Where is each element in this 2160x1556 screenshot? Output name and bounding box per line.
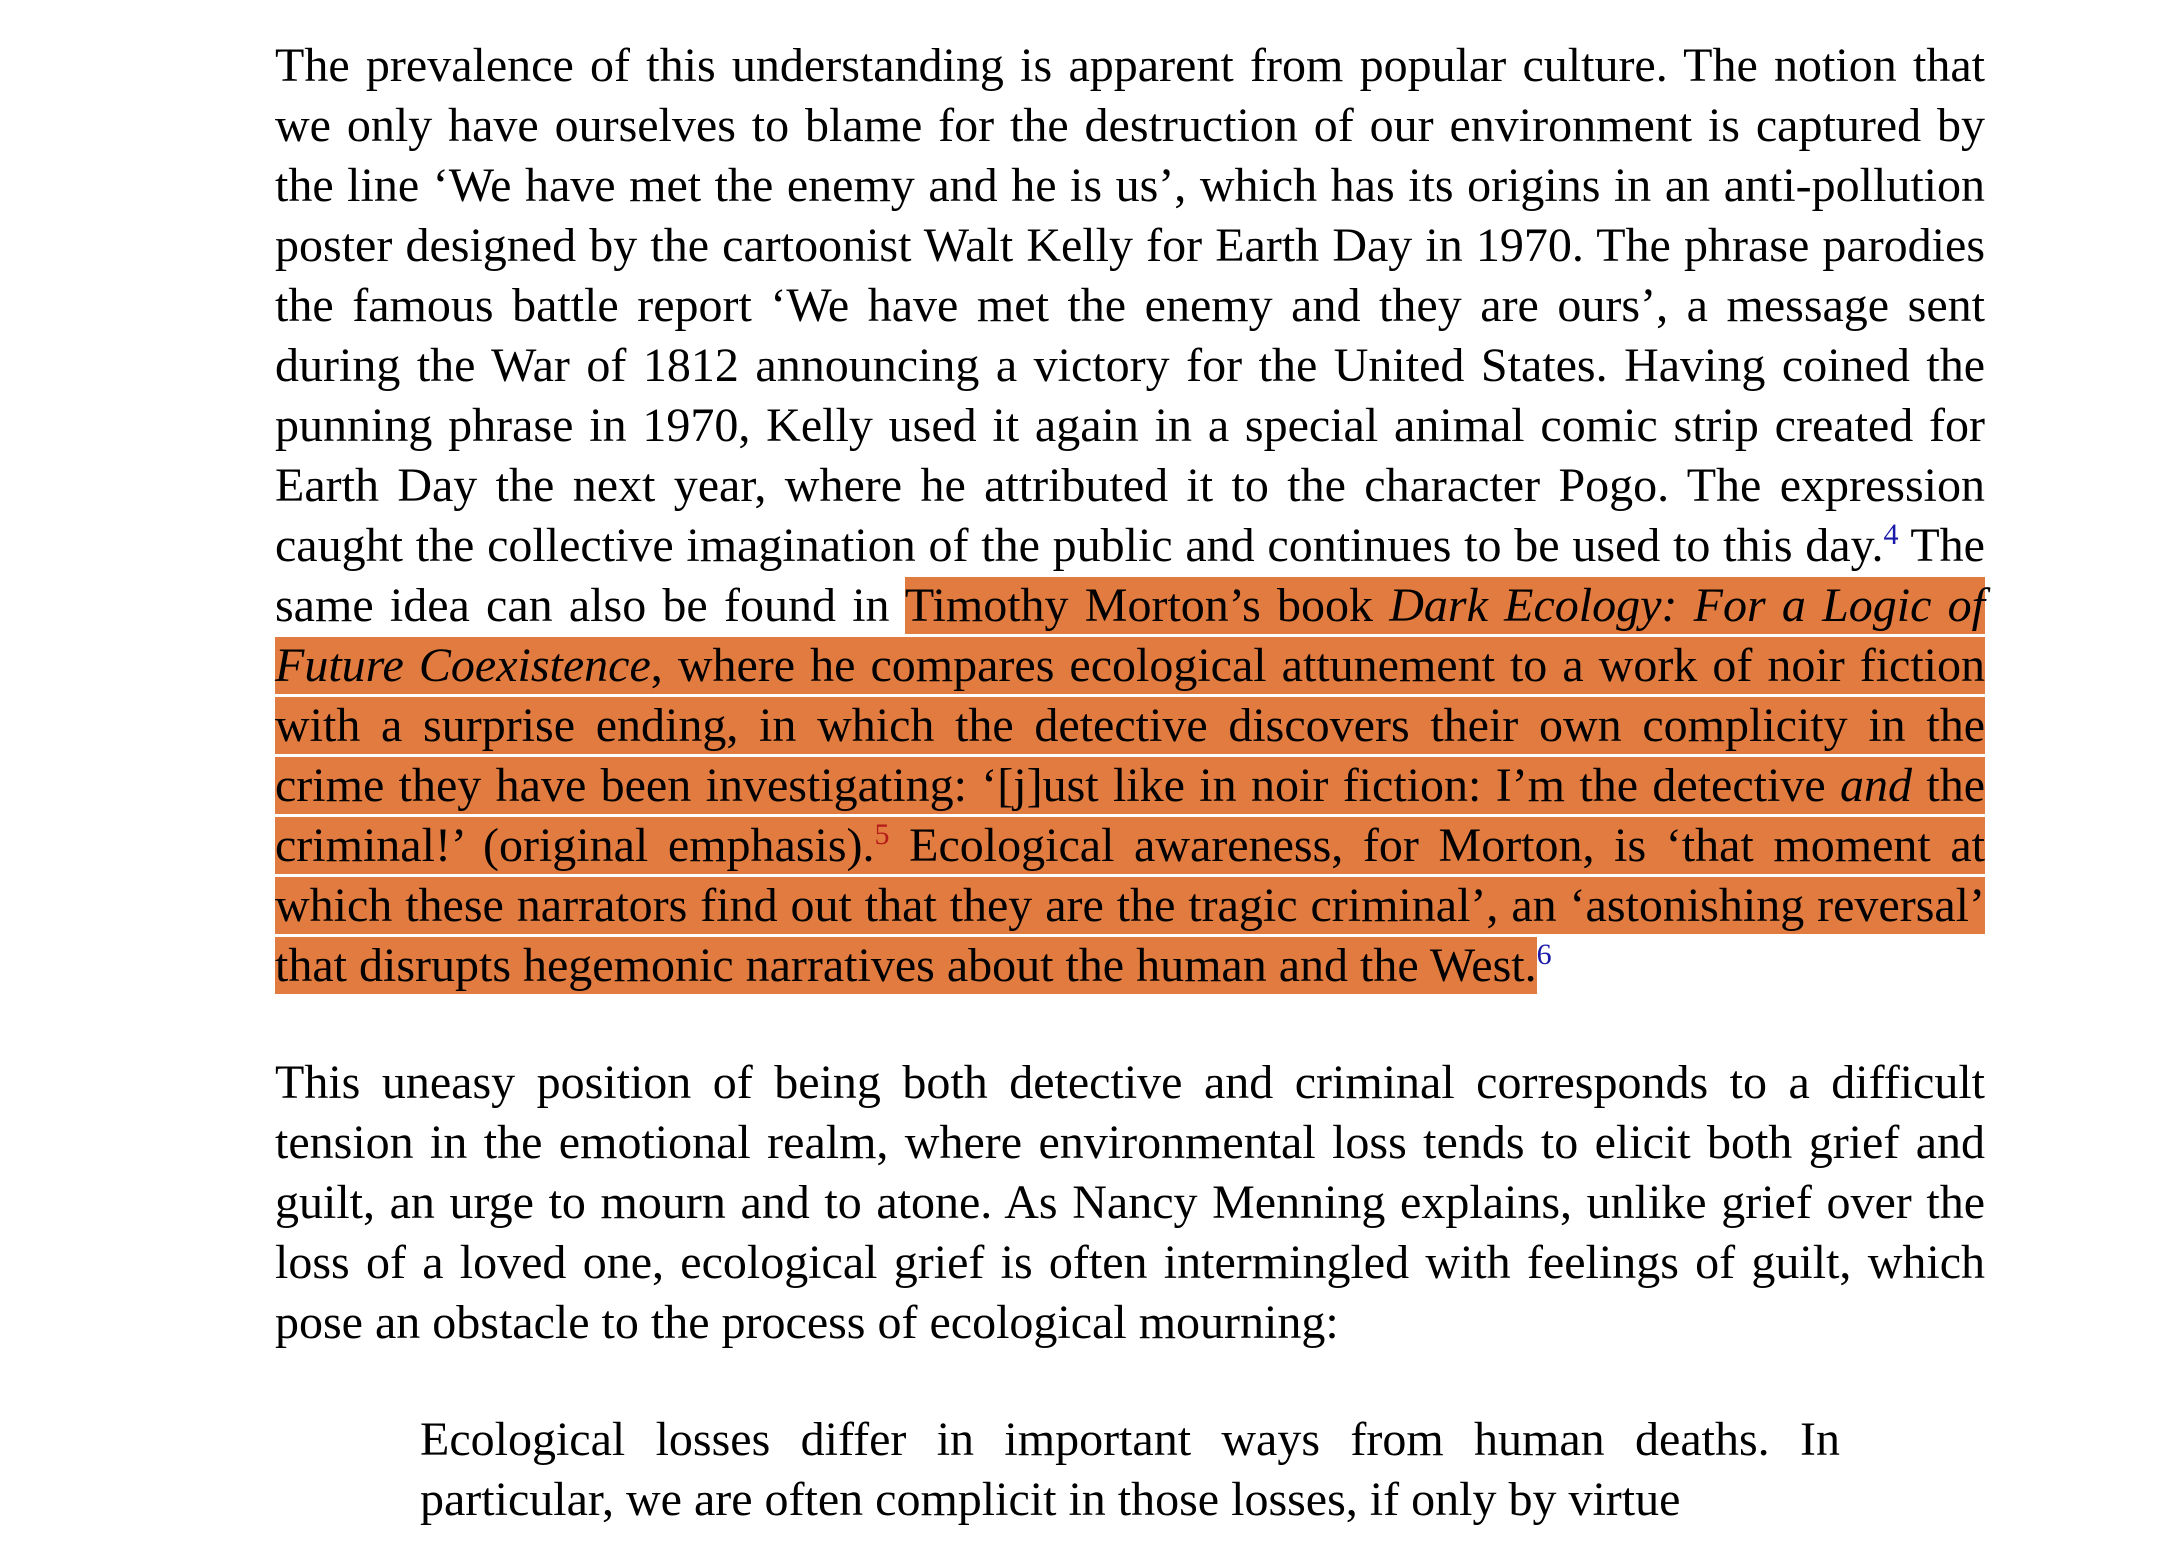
footnote-ref-4[interactable]: 4 [1883,518,1899,551]
highlighted-selection[interactable] [275,577,1985,994]
highlight-text-c: the criminal!’ (original emphasis). [275,759,1986,872]
emphasis-and: and [1840,759,1912,812]
document-page [275,36,1985,1530]
block-quote: Ecological losses differ in important ways from human deaths. In particular, we are often complicit in those losses, if only by virtue [420,1413,1840,1526]
footnote-ref-6[interactable]: 6 [1536,938,1552,971]
footnote-ref-5[interactable]: 5 [874,818,890,851]
highlight-text-a: Timothy Morton’s book [904,579,1390,632]
paragraph-2: This uneasy position of being both detective and criminal corresponds to a difficult tension in the emotional realm, where environmental loss tends to elicit both grief and guilt, an urge to mourn and to atone. As Nancy Menning explains, unlike grief over the loss of a loved one, ecological grief is often intermingled with feelings of guilt, which pose an obstacle to the process of ecological mourning: [275,1056,1985,1349]
highlight-text-b: , where he compares ecological attunement to a work of noir fiction with a surprise ending, in which the detective discovers their own complicity in the crime they have been investigating: ‘[j]ust like in noir fiction: I’m the detective [275,639,1986,812]
highlight-text-d: Ecological awareness, for Morton, is ‘that moment at which these narrators find out that they are the tragic criminal’, an ‘astonishing reversal’ that disrupts hegemonic narratives about the human and the West. [275,819,1985,992]
paragraph-1-text: The prevalence of this understanding is apparent from popular culture. The notion that we only have ourselves to blame for the destruction of our environment is captured by the line ‘We have met the enemy and he is us’, which has its origins in an anti-pollution poster designed by the cartoonist Walt Kelly for Earth Day in 1970. The phrase parodies the famous battle report ‘We have met the enemy and they are ours’, a message sent during the War of 1812 announcing a victory for the United States. Having coined the punning phrase in 1970, Kelly used it again in a special animal comic strip created for Earth Day the next year, where he attributed it to the character Pogo. The expression caught the collective imagination of the public and continues to be used to this day. [275,39,1985,572]
paragraph-1 [275,36,1985,996]
book-title: Dark Ecology: For a Logic of Future Coexistence [275,579,1986,692]
paragraph-1-text-continued: The same idea can also be found in [275,519,1985,632]
